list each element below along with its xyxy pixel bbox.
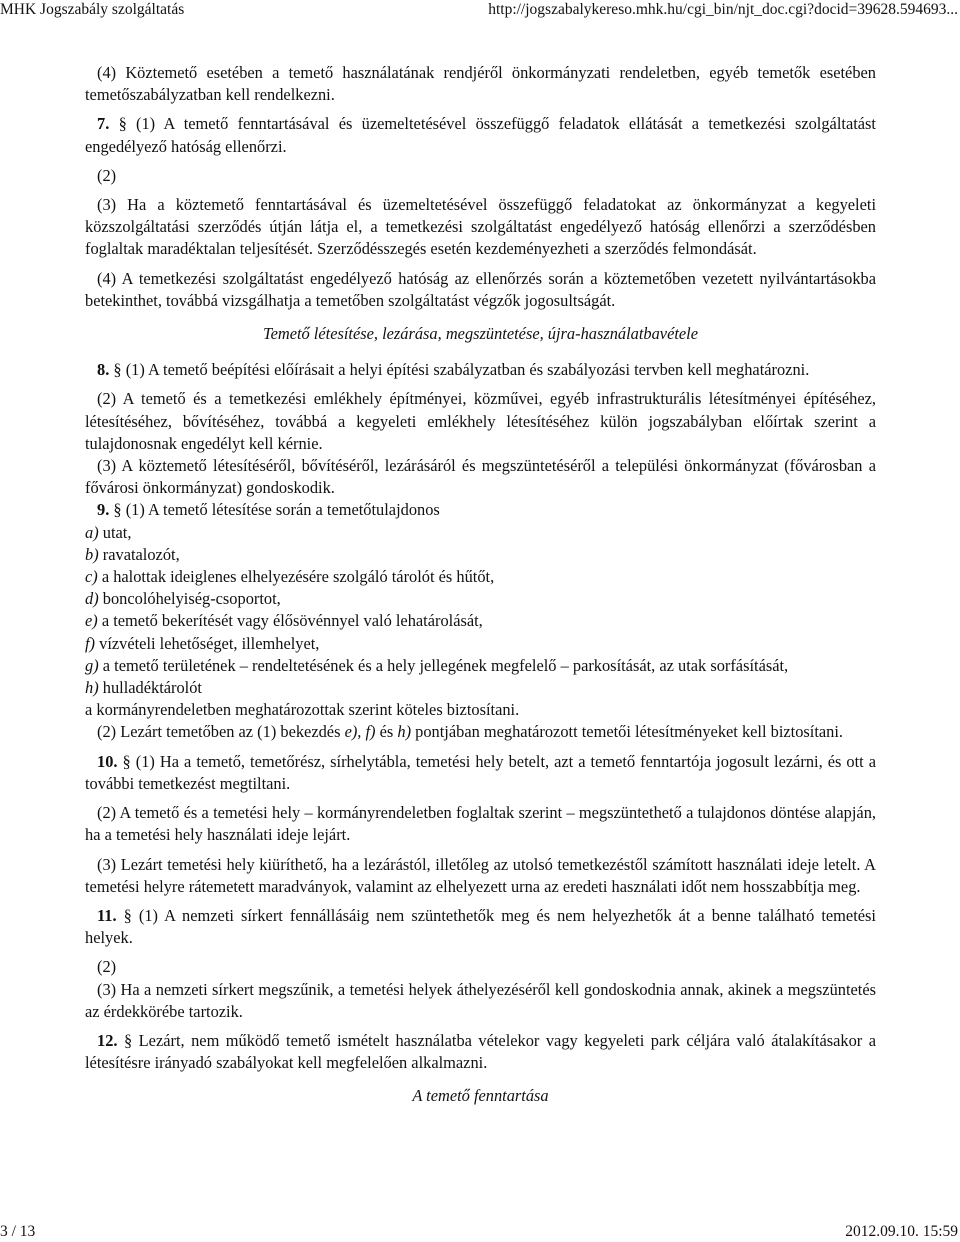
list-key: b) (85, 544, 99, 564)
list-text: a temető bekerítését vagy élősövénnyel való lehatárolását, (101, 611, 483, 631)
section-10 (85, 751, 876, 795)
section-heading: A temető fenntartása (412, 1086, 549, 1106)
header-url[interactable]: http://jogszabalykereso.mhk.hu/cgi_bin/njt_doc.cgi?docid=39628.594693... (488, 1, 958, 18)
paragraph: a kormányrendeletben meghatározottak szerint köteles biztosítani. (85, 700, 520, 720)
list-key: g) (85, 655, 99, 675)
list-item (85, 655, 876, 677)
document-body (85, 62, 876, 1108)
section-text: (1) A temető fenntartásával és üzemeltetésével összefüggő feladatok ellátását a temetkezési szolgáltatást engedélyező hatóság ellenőrzi. (85, 114, 876, 156)
list-key: c) (85, 567, 98, 587)
paragraph: (2) A temető és a temetési hely – kormányrendeletben foglaltak szerint – megszüntethető a tulajdonos döntése alapján, ha a temetési hely használati ideje lejárt. (85, 803, 876, 845)
text-fragment: e), f) (344, 722, 376, 742)
section-number: 12. (97, 1030, 118, 1050)
list-text: vízvételi lehetőséget, illemhelyet, (99, 633, 320, 653)
text-fragment: (2) Lezárt temetőben az (1) bekezdés (97, 722, 341, 742)
paragraph: (3) A köztemető létesítéséről, bővítéséről, lezárásáról és megszüntetéséről a települési önkormányzat (fővárosban a fővárosi önkormányzat) gondoskodik. (85, 456, 876, 498)
list-text: boncolóhelyiség-csoportot, (102, 589, 281, 609)
list-item (85, 566, 876, 588)
list-item (85, 677, 876, 699)
list-text: a temető területének – rendeltetésének és a hely jellegének megfelelő – parkosítását, az utak sorfásítását, (102, 655, 789, 675)
section-sign: § (122, 751, 131, 771)
page-footer (0, 1222, 960, 1242)
section-sign: § (113, 500, 122, 520)
section-sign: § (123, 905, 132, 925)
section-11 (85, 905, 876, 949)
print-datetime: 2012.09.10. 15:59 (845, 1223, 958, 1240)
paragraph: (2) (97, 165, 117, 185)
text-fragment: pontjában meghatározott temetői létesítményeket kell biztosítani. (415, 722, 844, 742)
section-sign: § (118, 114, 127, 134)
text-fragment: és (379, 722, 394, 742)
section-text: (1) A temető beépítési előírásait a helyi építési szabályzatban és szabályozási tervben kell meghatározni. (125, 360, 810, 380)
list-item (85, 544, 876, 566)
section-12 (85, 1030, 876, 1074)
list-text: a halottak ideiglenes elhelyezésére szolgáló tárolót és hűtőt, (101, 567, 495, 587)
section-8 (85, 359, 876, 381)
text-fragment: h) (397, 722, 412, 742)
page-number: 3 / 13 (0, 1223, 36, 1240)
section-sign: § (123, 1030, 133, 1050)
list-text: ravatalozót, (102, 544, 180, 564)
section-number: 8. (97, 360, 110, 380)
paragraph: (3) Ha a nemzeti sírkert megszűnik, a temetési helyek áthelyezéséről kell gondoskodnia annak, akinek a megszüntetés az érdekkörébe tartozik. (85, 979, 876, 1021)
paragraph: (2) (97, 957, 117, 977)
list-key: f) (85, 633, 96, 653)
page-header (0, 0, 960, 22)
section-text: (1) A nemzeti sírkert fennállásáig nem szüntethetők meg és nem helyezhetők át a benne található temetési helyek. (85, 905, 876, 948)
section-number: 9. (97, 500, 110, 520)
list-text: utat, (102, 522, 132, 542)
section-number: 7. (97, 114, 110, 134)
list-item (85, 610, 876, 632)
list-item (85, 522, 876, 544)
section-9 (85, 499, 876, 521)
list-key: h) (85, 678, 99, 698)
paragraph: (3) Ha a köztemető fenntartásával és üzemeltetésével összefüggő feladatokat az önkormányzat a kegyeleti közszolgáltatási szerződés útján látja el, a temetkezési szolgáltatást engedélyező hatóság ellenőrzi a szerződésben foglaltak maradéktalan teljesítését. Szerződésszegés esetén kezdeményezheti a szerződés felmondását. (85, 195, 876, 259)
section-text: Lezárt, nem működő temető ismételt használatba vételekor vagy kegyeleti park céljára való átalakításakor a létesítésre irányadó szabályokat kell megfelelően alkalmazni. (85, 1030, 876, 1073)
list-key: d) (85, 589, 99, 609)
list-item (85, 588, 876, 610)
paragraph: (4) A temetkezési szolgáltatást engedélyező hatóság az ellenőrzés során a köztemetőben vezetett nyilvántartásokba betekinthet, továbbá vizsgálhatja a temetőben szolgáltatást végzők jogosultságát. (85, 268, 876, 310)
section-heading: Temető létesítése, lezárása, megszüntetése, újra-használatbavétele (262, 324, 699, 344)
section-sign: § (113, 360, 122, 380)
section-text: (1) Ha a temető, temetőrész, sírhelytábla, temetési hely betelt, azt a temető fenntartója jogosult lezárni, és ott a további temetkezést megtiltani. (85, 751, 876, 793)
paragraph: (4) Köztemető esetében a temető használatának rendjéről önkormányzati rendeletben, egyéb temetők esetében temetőszabályzatban kell rendelkezni. (85, 63, 876, 105)
list-key: e) (85, 611, 98, 631)
list-text: hulladéktárolót (102, 678, 202, 698)
section-7 (85, 113, 876, 157)
header-title: MHK Jogszabály szolgáltatás (0, 1, 185, 18)
section-number: 10. (97, 751, 118, 771)
list-item (85, 633, 876, 655)
paragraph: (3) Lezárt temetési hely kiüríthető, ha a lezárástól, illetőleg az utolsó temetkezéstől számított használati ideje letelt. A temetési helyre rátemetett maradványok, valamint az elhelyezett urna az eredeti használati időt nem hosszabbítja meg. (85, 854, 876, 896)
paragraph: (2) A temető és a temetkezési emlékhely építményei, közművei, egyéb infrastrukturális létesítményei építéséhez, létesítéséhez, bővítéséhez, továbbá a kegyeleti emlékhely létesítéséhez külön jogszabályban előírtak szerint a tulajdonosnak engedélyt kell kérnie. (85, 389, 876, 453)
list-key: a) (85, 522, 99, 542)
section-text: (1) A temető létesítése során a temetőtulajdonos (125, 500, 440, 520)
section-number: 11. (97, 905, 117, 925)
paragraph (85, 721, 876, 743)
